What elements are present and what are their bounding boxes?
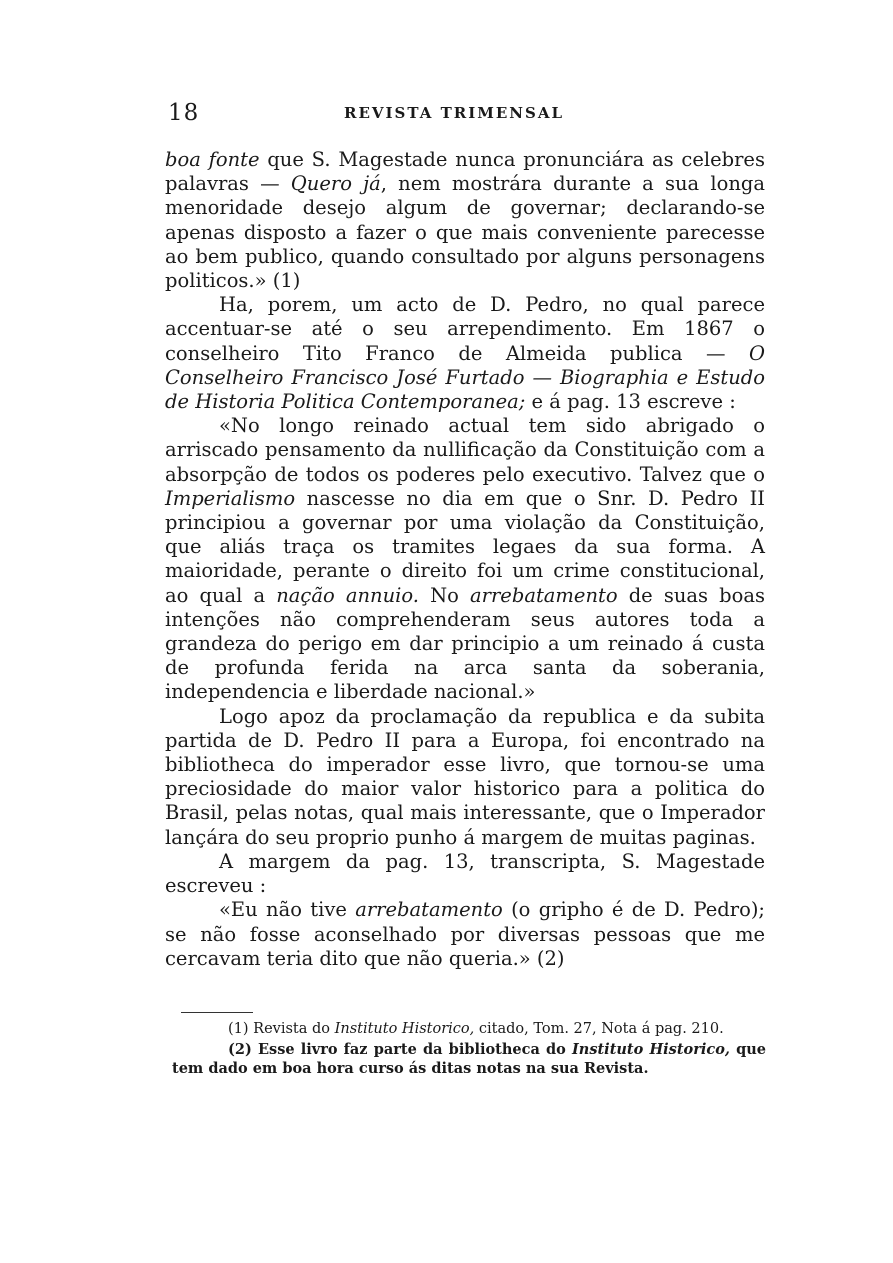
text-run: (1) Revista do: [228, 1021, 335, 1037]
text-run: citado, Tom. 27, Nota á pag. 210.: [474, 1021, 724, 1037]
italic-text: Quero já: [290, 172, 381, 196]
italic-text: arrebatamento: [470, 583, 618, 607]
paragraph-5: A margem da pag. 13, transcripta, S. Magestade escreveu :: [165, 849, 765, 898]
text-run: que tem dado em boa hora curso ás ditas notas na sua Revista.: [172, 1040, 766, 1077]
footnote-rule: [181, 1012, 253, 1013]
footnote-1: [172, 1020, 766, 1040]
italic-text: Instituto Historico,: [334, 1021, 475, 1037]
text-run: Ha, porem, um acto de D. Pedro, no qual parece accentuar-se até o seu arrependimento. Em 1867 o conselheiro Tito Franco de Almeida publica —: [165, 293, 765, 365]
italic-text: nação annuio.: [276, 583, 419, 607]
footnotes: [172, 1020, 766, 1079]
text-run: (2) Esse livro faz parte da bibliotheca do: [228, 1040, 572, 1058]
text-run: (o gripho é de D. Pedro); se não fosse aconselhado por diversas pessoas que me cercavam teria dito que não queria.» (2): [165, 898, 765, 970]
paragraph-6-quote: [165, 898, 765, 971]
paragraph-4: Logo apoz da proclamação da republica e da subita partida de D. Pedro II para a Europa, foi encontrado na bibliotheca do imperador esse livro, que tornou-se uma preciosidade do maior valor historico para a politica do Brasil, pelas notas, qual mais interessante, que o Imperador lançára do seu proprio punho á margem de muitas paginas.: [165, 704, 765, 849]
book-title: O Conselheiro Francisco José Furtado — Biographia e Estudo de Historia Politica Contemporanea;: [165, 341, 765, 414]
running-title: REVISTA TRIMENSAL: [344, 104, 564, 122]
italic-text: boa fonte: [165, 148, 260, 171]
paragraph-2: [165, 293, 765, 414]
italic-text: Instituto Historico,: [572, 1040, 730, 1058]
text-run: de suas boas intenções não comprehenderam seus autores toda a grandeza do perigo em dar principio a um reinado á custa de profunda ferida na arca santa da soberania, independencia e liberdade nacional.»: [165, 583, 766, 704]
text-run: , nem mostrára durante a sua longa menoridade desejo algum de governar; declarando-se apenas disposto a fazer o que mais conveniente parecesse ao bem publico, quando consultado por alguns personagens politicos.» (1): [165, 172, 765, 293]
paragraph-3-quote: [165, 414, 765, 704]
italic-text: arrebatamento: [355, 898, 503, 922]
text-run: «Eu não tive: [219, 898, 356, 922]
text-run: No: [418, 583, 471, 607]
text-run: «No longo reinado actual tem sido abrigado o arriscado pensamento da nullificação da Constituição com a absorpção de todos os poderes pelo executivo. Talvez que o: [165, 414, 765, 486]
footnote-2: [172, 1040, 766, 1079]
page-number: 18: [168, 100, 200, 126]
paragraph-1: [165, 148, 765, 293]
text-run: nascesse no dia em que o Snr. D. Pedro II principiou a governar por uma violação da Constituição, que aliás traça os tramites legaes da sua forma. A maioridade, perante o direito foi um crime constitucional, ao qual a: [165, 486, 765, 607]
text-run: que S. Magestade nunca pronunciára as celebres palavras —: [165, 148, 765, 196]
italic-text: Imperialismo: [165, 486, 296, 510]
main-text: [165, 148, 765, 971]
text-run: e á pag. 13 escreve :: [525, 390, 736, 414]
